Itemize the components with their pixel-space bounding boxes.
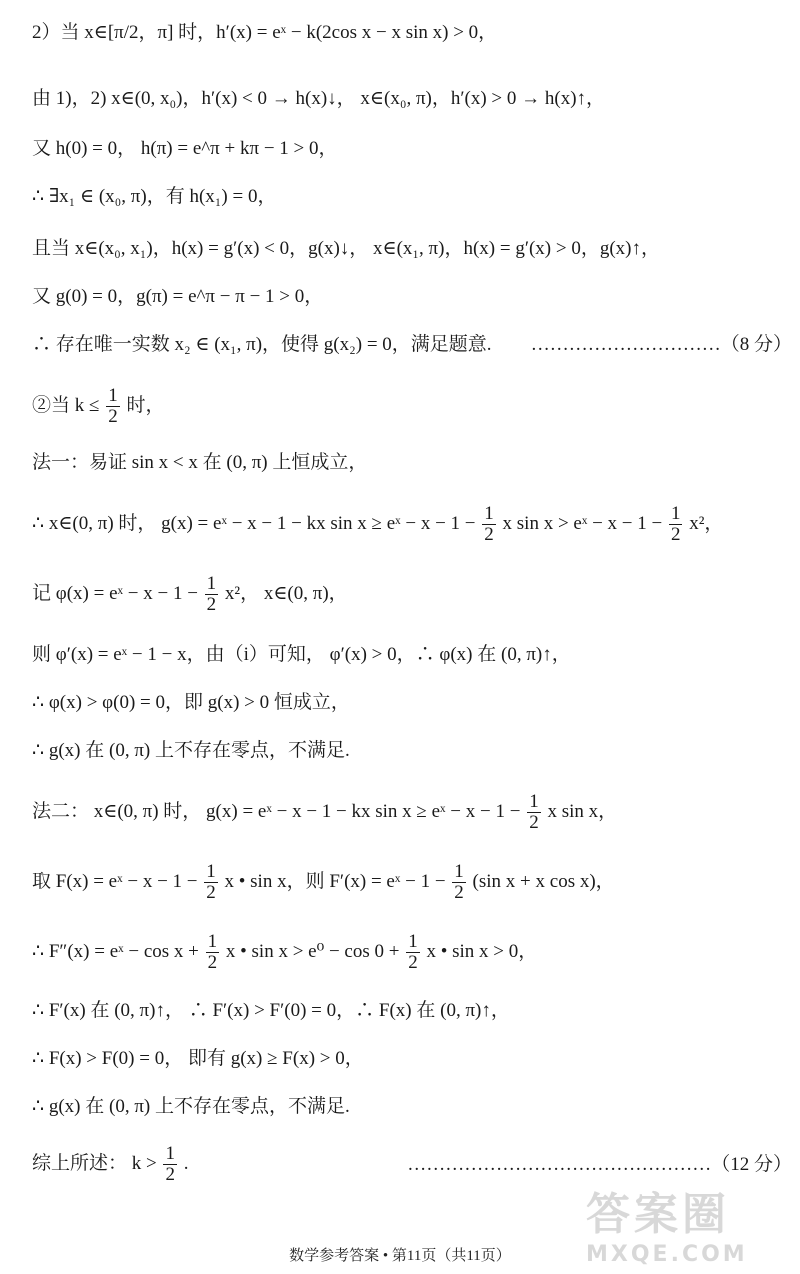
fraction-half: $\frac{1}{2}$ <box>165 1143 175 1185</box>
fraction-half: $\frac{1}{2}$ <box>529 791 539 833</box>
line-F-definition: 取 F(x) = eˣ − x − 1 − $\frac{1}{2}$ x • sin x，则 F′(x) = eˣ − 1 − $\frac{1}{2}$ (sin x + x cos x)， <box>32 861 615 903</box>
line-method-two: 法二： x∈(0, π) 时， g(x) = eˣ − x − 1 − kx sin x ≥ eˣ − x − 1 − $\frac{1}{2}$ x sin x， <box>32 791 618 833</box>
fraction-half: $\frac{1}{2}$ <box>108 385 118 427</box>
fraction-half: $\frac{1}{2}$ <box>670 503 681 545</box>
line-phi-definition: 记 φ(x) = eˣ − x − 1 − $\frac{1}{2}$ x²， x∈(0, π)， <box>32 573 348 615</box>
fraction-half: $\frac{1}{2}$ <box>206 861 216 903</box>
line-unique-root: ∴ 存在唯一实数 x₂ ∈ (x₁, π)，使得 g(x₂) = 0，满足题意. …………………………（8 分） <box>32 334 792 355</box>
line-F-second-derivative: ∴ F″(x) = eˣ − cos x + $\frac{1}{2}$ x • sin x > e⁰ − cos 0 + $\frac{1}{2}$ x • sin x > 0， <box>32 931 538 973</box>
line-monotonic-g: 且当 x∈(x₀, x₁)，h(x) = g′(x) < 0，g(x)↓， x∈(x₁, π)，h(x) = g′(x) > 0，g(x)↑， <box>32 238 661 259</box>
line-method-one: 法一：易证 sin x < x 在 (0, π) 上恒成立， <box>32 452 368 473</box>
line-case2-derivative: 2）当 x∈[π/2，π] 时，h′(x) = eˣ − k(2cos x − x sin x) > 0， <box>32 22 498 43</box>
line-F-positive: ∴ F(x) > F(0) = 0， 即有 g(x) ≥ F(x) > 0， <box>32 1048 364 1069</box>
fraction-half: $\frac{1}{2}$ <box>207 931 218 973</box>
fraction-half: $\frac{1}{2}$ <box>454 861 464 903</box>
line-case-k-le-half: ②当 k ≤ $\frac{1}{2}$ 时， <box>32 385 165 427</box>
fraction-half: $\frac{1}{2}$ <box>206 573 217 615</box>
line-h-values: 又 h(0) = 0， h(π) = e^π + kπ − 1 > 0， <box>32 138 338 159</box>
line-no-zero-1: ∴ g(x) 在 (0, π) 上不存在零点，不满足. <box>32 740 350 761</box>
page-footer: 数学参考答案 • 第11页（共11页） <box>289 1248 511 1264</box>
fraction-half: $\frac{1}{2}$ <box>408 931 418 973</box>
line-phi-derivative: 则 φ′(x) = eˣ − 1 − x，由（i）可知， φ′(x) > 0，∴ φ(x) 在 (0, π)↑， <box>32 644 571 665</box>
line-monotonic-h: 由 1)，2) x∈(0, x₀)，h′(x) < 0 → h(x)↓， x∈(x₀, π)，h′(x) > 0 → h(x)↑， <box>32 88 606 109</box>
line-phi-positive: ∴ φ(x) > φ(0) = 0，即 g(x) > 0 恒成立， <box>32 692 350 713</box>
line-exists-x1: ∴ ∃x₁ ∈ (x₀, π)，有 h(x₁) = 0， <box>32 186 277 207</box>
line-g-inequality: ∴ x∈(0, π) 时， g(x) = eˣ − x − 1 − kx sin x ≥ eˣ − x − 1 − $\frac{1}{2}$ x sin x > eˣ − x − 1 − $\frac{1}{2}$ x²， <box>32 503 724 545</box>
watermark-logo: 答案圈 MXQE.COM <box>586 1189 748 1267</box>
line-F-monotonic: ∴ F′(x) 在 (0, π)↑， ∴ F′(x) > F′(0) = 0，∴ F(x) 在 (0, π)↑， <box>32 1000 510 1021</box>
line-g-values: 又 g(0) = 0，g(π) = e^π − π − 1 > 0， <box>32 286 324 307</box>
score-12: …………………………………………（12 分） <box>407 1154 792 1175</box>
fraction-half: $\frac{1}{2}$ <box>484 503 494 545</box>
line-conclusion: 综上所述： k > $\frac{1}{2}$ . …………………………………………（12 分） <box>32 1143 792 1185</box>
score-8: …………………………（8 分） <box>530 334 792 355</box>
line-no-zero-2: ∴ g(x) 在 (0, π) 上不存在零点，不满足. <box>32 1096 350 1117</box>
